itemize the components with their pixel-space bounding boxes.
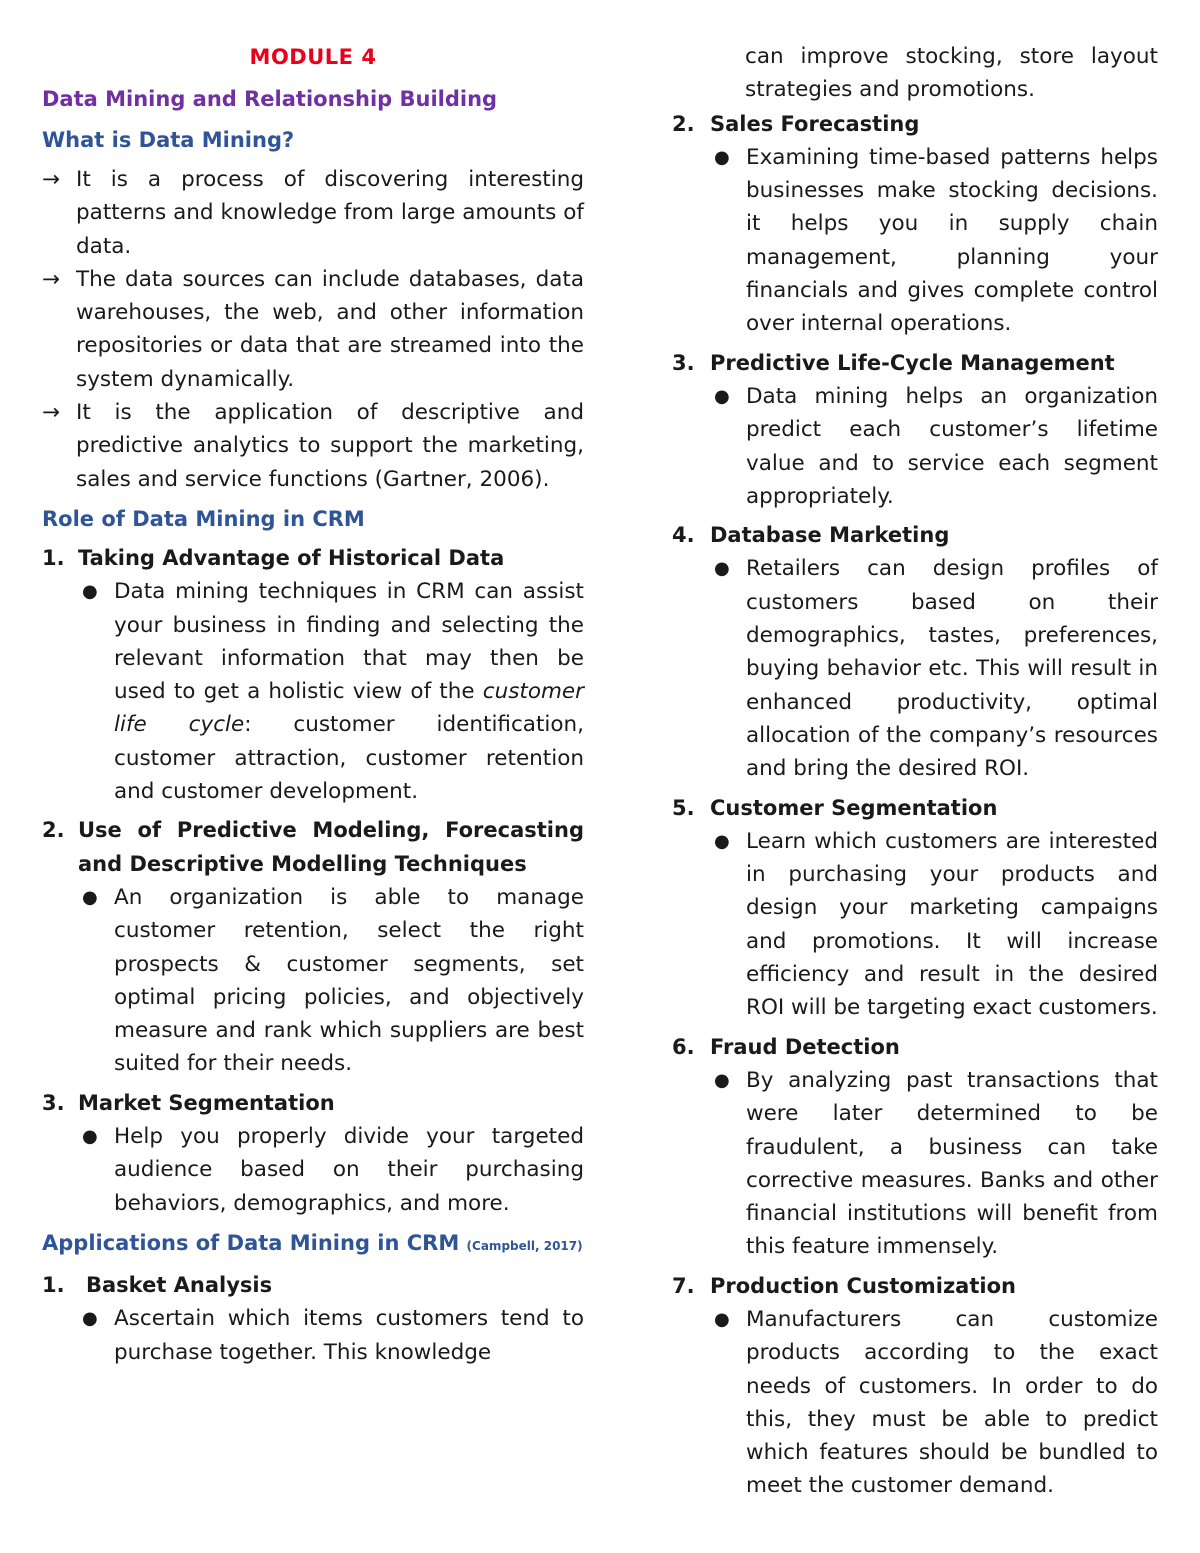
- bullet-item: [710, 141, 1158, 341]
- bullet-item: [710, 1064, 1158, 1264]
- bullet-icon: ●: [82, 886, 98, 908]
- bullet-item: [710, 380, 1158, 513]
- item-bullets: [710, 380, 1158, 513]
- item-bullets: [710, 1064, 1158, 1264]
- item-title: Production Customization: [710, 1273, 1016, 1298]
- item-bullets: [78, 1302, 584, 1369]
- item-number: 1.: [42, 1272, 65, 1297]
- item-bullets: [710, 552, 1158, 785]
- bullet-text: Ascertain which items customers tend to purchase together. This knowledge: [114, 1306, 584, 1365]
- module-subtitle: Data Mining and Relationship Building: [42, 87, 498, 111]
- item-title: Predictive Life-Cycle Management: [710, 350, 1115, 375]
- applications-heading: [42, 1226, 584, 1263]
- application-item: [672, 1031, 1158, 1264]
- bullet-text: An organization is able to manage customer retention, select the right prospects & customer segments, set optimal pricing policies, and objectively measure and rank which suppliers are best suited for their needs.: [114, 884, 584, 1077]
- applications-citation: (Campbell, 2017): [466, 1238, 583, 1253]
- role-item: [42, 542, 584, 808]
- item-bullets: [710, 1303, 1158, 1503]
- bullet-text: Data mining helps an organization predict each customer’s lifetime value and to service each segment appropriately.: [746, 383, 1158, 509]
- item-number: 3.: [42, 1090, 65, 1115]
- application-item: [672, 108, 1158, 341]
- item-title: Customer Segmentation: [710, 795, 998, 820]
- item-title: Basket Analysis: [86, 1272, 273, 1297]
- what-is-heading: What is Data Mining?: [42, 128, 295, 152]
- bullet-icon: ●: [714, 385, 730, 407]
- definition-text: It is the application of descriptive and predictive analytics to support the marketing, sales and service functions (Gartner, 2006).: [76, 400, 584, 492]
- bullet-text-end: : customer identification, customer attraction, customer retention and customer development.: [114, 712, 584, 805]
- bullet-icon: ●: [714, 830, 730, 852]
- application-item: [672, 792, 1158, 1025]
- bullet-icon: ●: [82, 581, 98, 603]
- bullet-item: [78, 881, 584, 1081]
- bullet-text: Data mining techniques in CRM can assist your business in finding and selecting the relevant information that may then be used to get a holistic view of the: [114, 579, 584, 705]
- item-title: Fraud Detection: [710, 1034, 900, 1059]
- definition-text: It is a process of discovering interesting patterns and knowledge from large amounts of data.: [76, 167, 584, 259]
- bullet-continuation: can improve stocking, store layout strategies and promotions.: [745, 44, 1158, 103]
- definition-list: [42, 163, 584, 496]
- right-column: [672, 40, 1158, 1509]
- item-number: 2.: [42, 818, 65, 843]
- item-number: 5.: [672, 795, 695, 820]
- bullet-item: [710, 1303, 1158, 1503]
- bullet-item: [710, 552, 1158, 785]
- application-item: [672, 1270, 1158, 1503]
- bullet-item: [78, 1302, 584, 1369]
- application-item: [672, 519, 1158, 785]
- item-title: Sales Forecasting: [710, 111, 920, 136]
- item-title: Database Marketing: [710, 523, 950, 548]
- bullet-text: By analyzing past transactions that were later determined to be fraudulent, a business can take corrective measures. Banks and other financial institutions will benefit from this feature immensely.: [746, 1067, 1158, 1260]
- item-number: 6.: [672, 1034, 695, 1059]
- item-title: Taking Advantage of Historical Data: [78, 545, 505, 570]
- definition-item: [42, 263, 584, 396]
- applications-heading-text: Applications of Data Mining in CRM: [42, 1230, 460, 1255]
- applications-list-continued: [672, 108, 1158, 1503]
- module-title: MODULE 4: [249, 45, 377, 69]
- item-bullets: [710, 141, 1158, 341]
- bullet-text: Learn which customers are interested in purchasing your products and design your marketing campaigns and promotions. It will increase efficiency and result in the desired ROI will be targeting exact customers.: [746, 828, 1158, 1021]
- applications-list-start: [42, 1269, 584, 1369]
- item-number: 1.: [42, 545, 65, 570]
- bullet-item: [78, 575, 584, 808]
- item-bullets: [78, 575, 584, 808]
- application-item: [42, 1269, 584, 1369]
- bullet-icon: ●: [714, 558, 730, 580]
- role-list: [42, 542, 584, 1220]
- item-title: Market Segmentation: [78, 1090, 335, 1115]
- bullet-text: Examining time-based patterns helps businesses make stocking decisions. it helps you in supply chain management, planning your financials and gives complete control over internal operations.: [746, 144, 1158, 337]
- definition-item: [42, 396, 584, 496]
- bullet-item: [710, 825, 1158, 1025]
- bullet-icon: ●: [714, 1308, 730, 1330]
- bullet-icon: ●: [714, 146, 730, 168]
- item-number: 4.: [672, 523, 695, 548]
- bullet-icon: ●: [82, 1126, 98, 1148]
- bullet-icon: ●: [714, 1069, 730, 1091]
- item-number: 7.: [672, 1273, 695, 1298]
- bullet-icon: ●: [82, 1308, 98, 1330]
- item-bullets: [78, 881, 584, 1081]
- item-bullets: [710, 825, 1158, 1025]
- item-title: Use of Predictive Modeling, Forecasting and Descriptive Modelling Techniques: [78, 818, 584, 876]
- bullet-text: Help you properly divide your targeted audience based on their purchasing behaviors, demographics, and more.: [114, 1124, 584, 1216]
- bullet-emphasis: customer life cycle: [114, 679, 584, 738]
- arrow-icon: →: [42, 167, 61, 192]
- bullet-text: Manufacturers can customize products according to the exact needs of customers. In order to do this, they must be able to predict which features should be bundled to meet the customer demand.: [746, 1306, 1158, 1499]
- definition-text: The data sources can include databases, data warehouses, the web, and other information repositories or data that are streamed into the system dynamically.: [76, 266, 584, 392]
- left-column: [42, 40, 584, 1375]
- arrow-icon: →: [42, 266, 61, 292]
- item-bullets: [78, 1120, 584, 1220]
- application-item: [672, 347, 1158, 513]
- item-number: 3.: [672, 350, 695, 375]
- arrow-icon: →: [42, 400, 61, 426]
- bullet-text: Retailers can design profiles of customers based on their demographics, tastes, preferences, buying behavior etc. This will result in enhanced productivity, optimal allocation of the company’s resources and bring the desired ROI.: [746, 556, 1158, 782]
- item-number: 2.: [672, 111, 695, 136]
- role-item: [42, 814, 584, 1080]
- role-item: [42, 1087, 584, 1220]
- bullet-item: [78, 1120, 584, 1220]
- role-heading: Role of Data Mining in CRM: [42, 506, 365, 531]
- definition-item: [42, 163, 584, 263]
